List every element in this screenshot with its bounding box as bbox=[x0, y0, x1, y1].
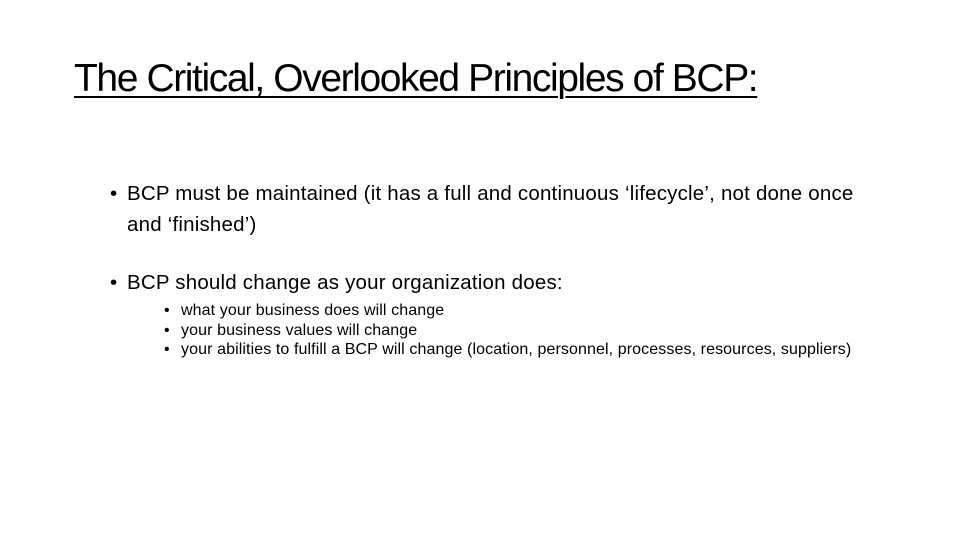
bullet-icon: • bbox=[164, 302, 170, 319]
bullet-item bbox=[110, 267, 890, 360]
sub-bullet-text: what your business does will change bbox=[181, 302, 445, 319]
bullet-text: BCP must be maintained (it has a full and continuous ‘lifecycle’, not done once and ‘finished’) bbox=[127, 182, 854, 236]
sub-bullet-text: your abilities to fulfill a BCP will change (location, personnel, processes, resources, suppliers) bbox=[181, 341, 852, 358]
bullet-icon: • bbox=[110, 182, 118, 205]
sub-bullet-item bbox=[164, 321, 861, 341]
bullet-text: BCP should change as your organization does: bbox=[127, 271, 563, 294]
sub-bullet-item bbox=[164, 340, 861, 360]
bullet-icon: • bbox=[164, 321, 170, 339]
bullet-icon: • bbox=[164, 341, 170, 358]
bullet-list bbox=[110, 178, 890, 360]
bullet-item bbox=[110, 178, 890, 240]
sub-bullet-item bbox=[164, 301, 861, 321]
bullet-icon: • bbox=[110, 271, 118, 294]
sub-bullet-text: your business values will change bbox=[181, 321, 418, 339]
sub-bullet-list bbox=[127, 301, 890, 360]
slide-title: The Critical, Overlooked Principles of BCP: bbox=[74, 57, 758, 100]
